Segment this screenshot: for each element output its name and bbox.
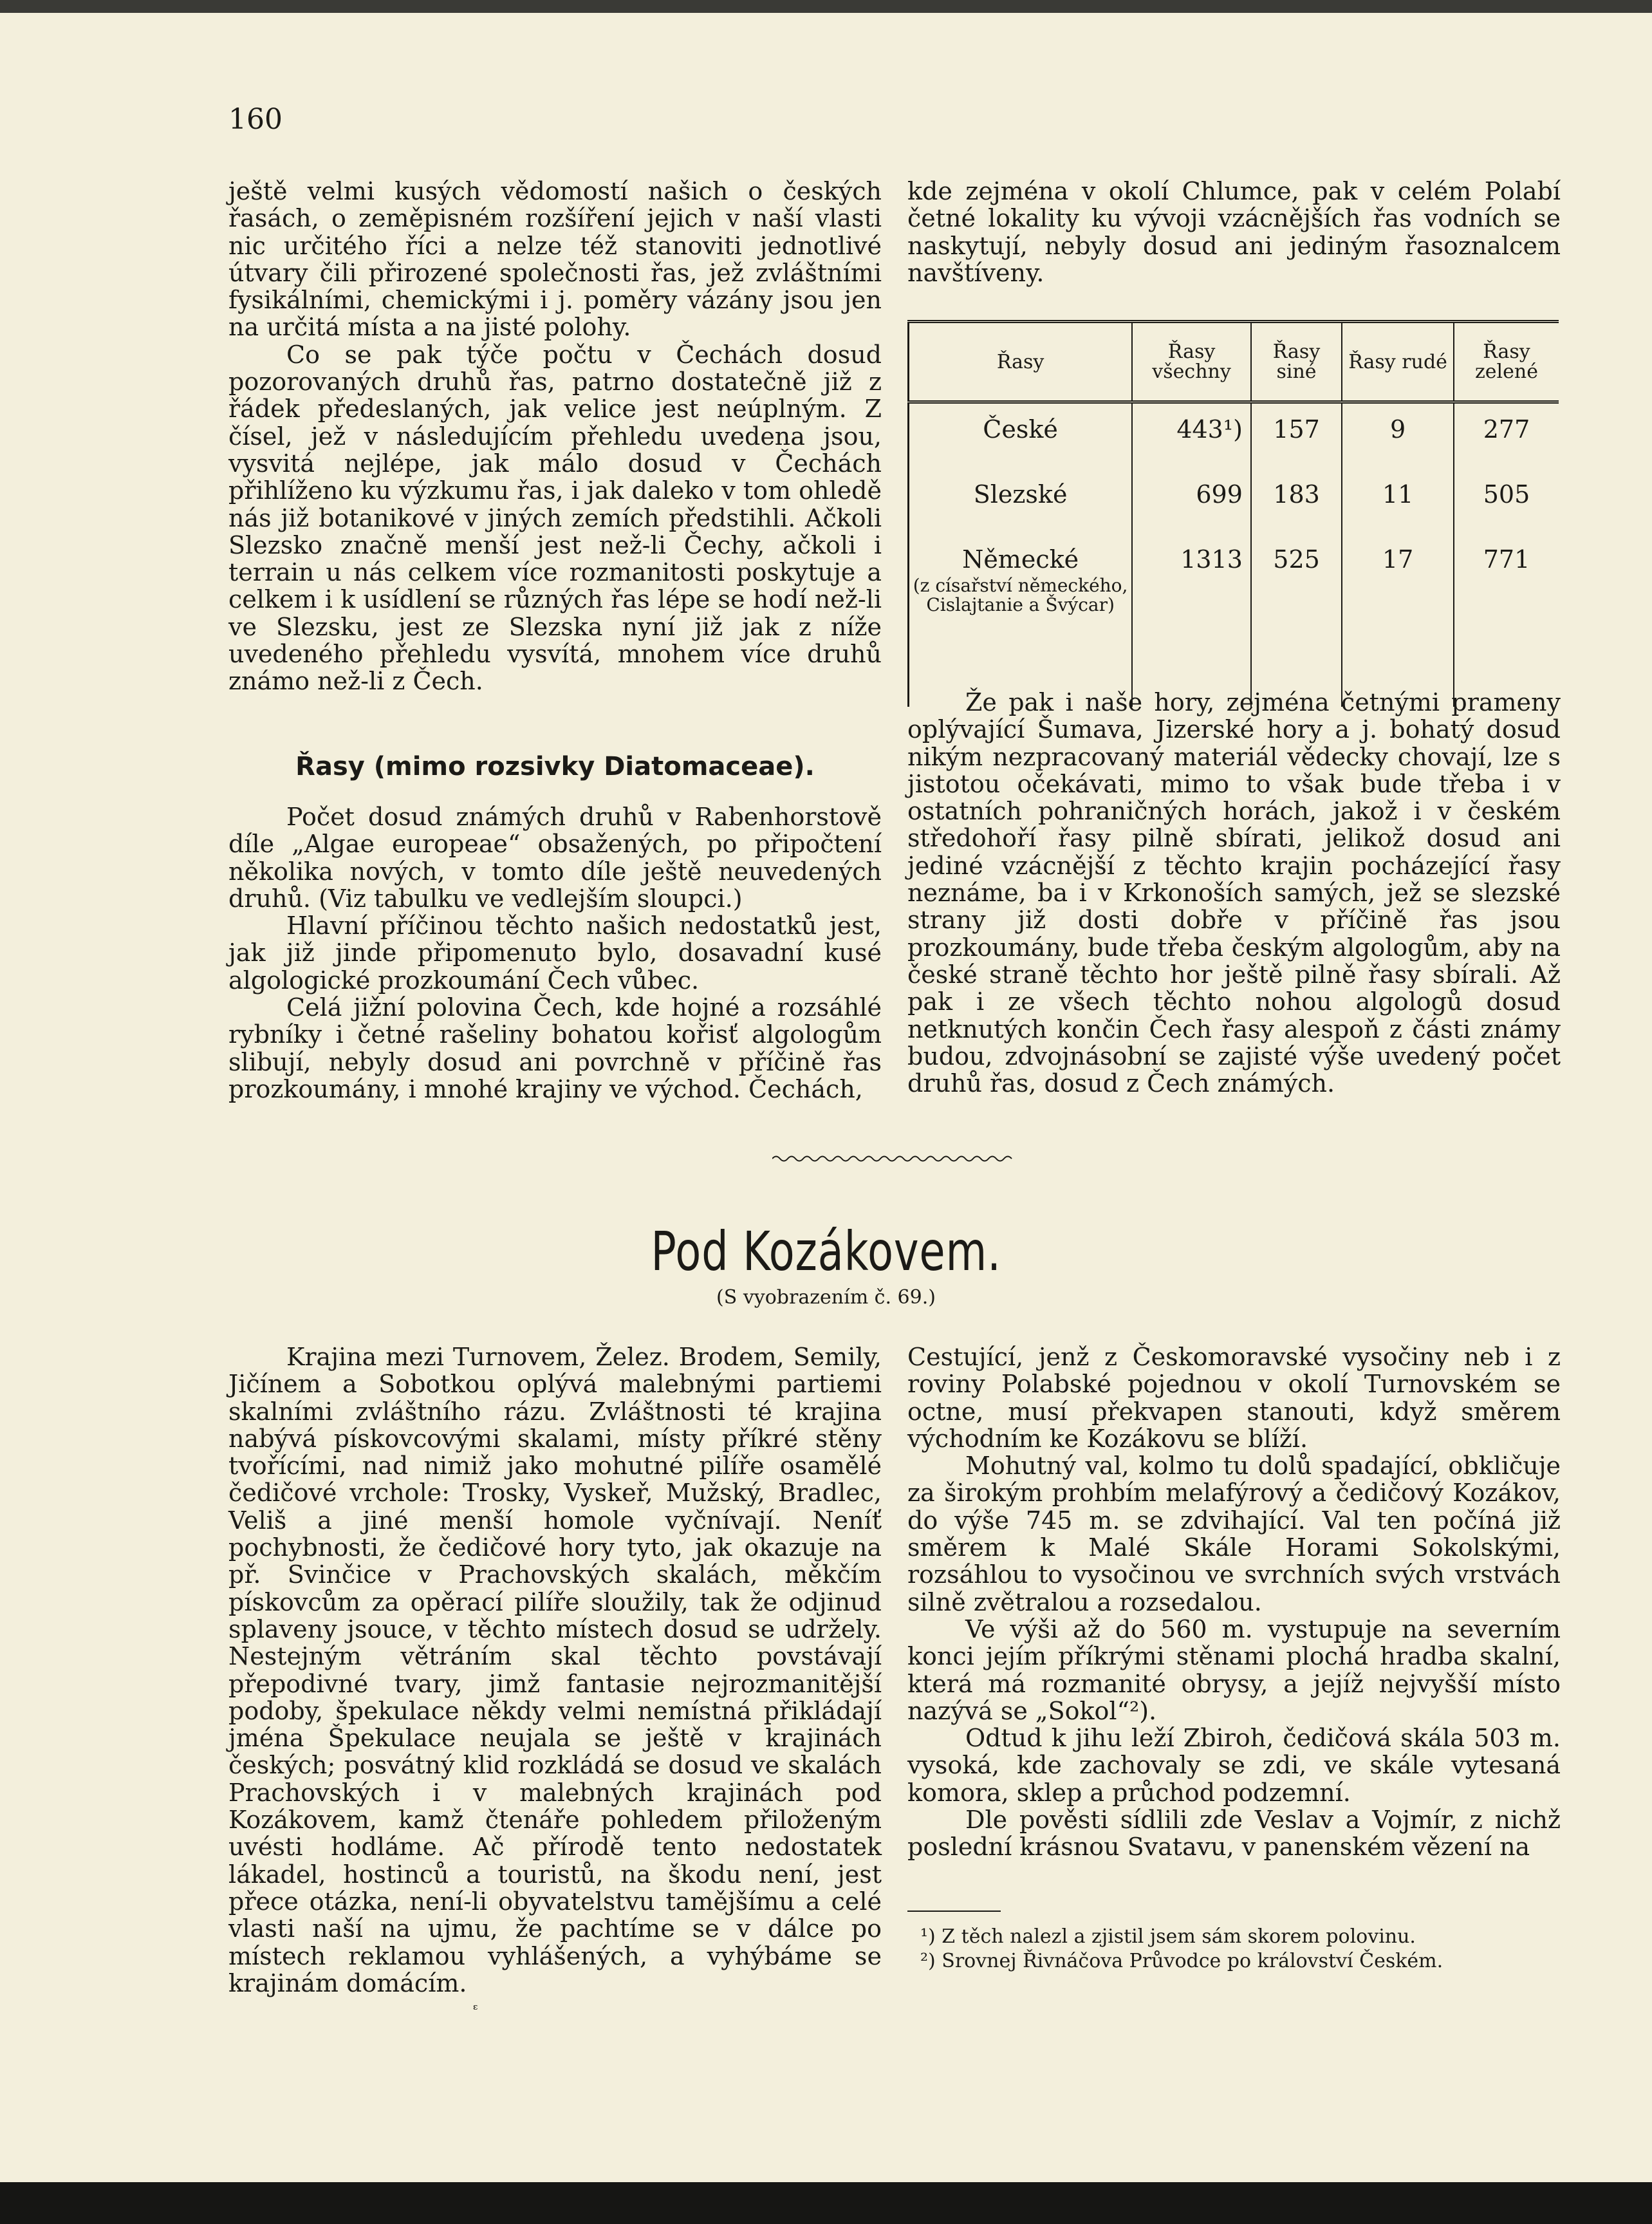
table-cell: 11 <box>1342 469 1454 534</box>
table-cell: 157 <box>1251 402 1342 469</box>
page-number: 160 <box>228 103 283 136</box>
table-cell: 525 <box>1251 534 1342 707</box>
table-header: Řasy všechny <box>1132 322 1251 402</box>
table-row <box>909 469 1559 534</box>
table-header: Řasy zelené <box>1454 322 1559 402</box>
article1-left-column <box>228 178 882 695</box>
footnote-separator <box>907 1911 1001 1912</box>
paragraph: Ve výši až do 560 m. vystupuje na severním konci jejím příkrými stěnami plochá hradba skalní, která má rozmanité obrysy, a jejíž nejvyšší místo nazývá se „Sokol“²). <box>907 1614 1561 1725</box>
table-cell: 443¹) <box>1132 402 1251 469</box>
paragraph: Odtud k jihu leží Zbiroh, čedičová skála 503 m. vysoká, kde zachovaly se zdi, ve skále vytesaná komora, sklep a průchod podzemní. <box>907 1724 1561 1807</box>
article1-left-column-continued <box>228 803 882 1103</box>
article1-right-column-continued <box>907 689 1561 1097</box>
paragraph: ještě velmi kusých vědomostí našich o českých řasách, o zeměpisném rozšíření jejich v naší vlasti nic určitého říci a nelze též stanoviti jednotlivé útvary čili přirozené společnosti řas, jež zvláštními fysikálními, chemickými i j. poměry vázány jsou jen na určitá místa a na jisté polohy. <box>228 177 882 342</box>
footnotes <box>920 1925 1564 1974</box>
table-cell: 1313 <box>1132 534 1251 707</box>
table-header: Řasy <box>909 322 1133 402</box>
paragraph: Dle pověsti sídlili zde Veslav a Vojmír, z nichž poslední krásnou Svatavu, v panenském vězení na <box>907 1806 1561 1862</box>
paragraph: Že pak i naše hory, zejména četnými prameny oplývající Šumava, Jizerské hory a j. bohatý dosud nikým nezpracovaný materiál vědecky chovají, lze s jistotou očekávati, mimo to však bude třeba i v ostatních pohraničných horách, jakož i v českém středohoří řasy pilně sbírati, jelikož dosud ani jediné vzácnější z těchto krajin pocházející řasy neznáme, ba i v Krkonoších samých, jež se slezské strany již dosti dobře v příčině řas jsou prozkoumány, bude třeba českým algologům, aby na české straně těchto hor ještě pilně řasy sbírali. Až pak i ze všech těchto nohou algologů dosud netknutých končin Čech řasy alespoň z části známy budou, zdvojnásobní se zajisté výše uvedený počet druhů řas, dosud z Čech známých. <box>907 688 1561 1098</box>
footnote: ¹) Z těch nalezl a zjistil jsem sám skorem polovinu. <box>920 1925 1416 1948</box>
table-header: Řasy rudé <box>1342 322 1454 402</box>
stray-mark: ᵋ <box>473 2001 479 2019</box>
table-cell: 17 <box>1342 534 1454 707</box>
article-title: Pod Kozákovem. <box>651 1220 1001 1283</box>
paragraph: Mohutný val, kolmo tu dolů spadající, obkličuje za širokým prohbím melafýrový a čedičový Kozákov, do výše 745 m. se zdvihající. Val ten počíná již směrem k Malé Skále Horami Sokolskými, rozsáhlou to vysočinou ve svrchních svých vrstvách silně zvětralou a rozsedalou. <box>907 1452 1561 1616</box>
table-row <box>909 402 1559 469</box>
table-cell: 699 <box>1132 469 1251 534</box>
scan-top-edge <box>0 0 1652 13</box>
section-heading: Řasy (mimo rozsivky Diatomaceae). <box>295 752 815 781</box>
paragraph: Celá jižní polovina Čech, kde hojné a rozsáhlé rybníky i četné rašeliny bohatou kořisť algologům slibují, nebyly dosud ani povrchně v příčině řas prozkoumány, i mnohé krajiny ve východ. Čechách, <box>228 993 882 1103</box>
article2-left-column <box>228 1343 882 1997</box>
scan-bottom-edge <box>0 2182 1652 2224</box>
table-cell: 9 <box>1342 402 1454 469</box>
article-subtitle: (S vyobrazením č. 69.) <box>716 1286 936 1309</box>
table-cell: 183 <box>1251 469 1342 534</box>
paragraph: kde zejména v okolí Chlumce, pak v celém Polabí četné lokality ku vývoji vzácnějších řas vodních se naskytují, nebyly dosud ani jediným řasoznalcem navštíveny. <box>907 177 1561 287</box>
paragraph: Počet dosud známých druhů v Rabenhorstově díle „Algae europeae“ obsažených, po připočtení několika nových, v tomto díle ještě neuvedených druhů. (Viz tabulku ve vedlejším sloupci.) <box>228 803 882 913</box>
row-note: (z císařství německého, Cislajtanie a Švýcar) <box>913 575 1128 615</box>
row-label: Německé <box>962 545 1079 574</box>
algae-count-table <box>907 320 1559 707</box>
wavy-divider-ornament <box>772 1152 1017 1165</box>
paragraph: Cestující, jenž z Českomoravské vysočiny neb i z roviny Polabské pojednou v okolí Turnovském se octne, musí překvapen stanouti, když směrem východním ke Kozákovu se blíží. <box>907 1343 1561 1453</box>
table-header-row <box>909 322 1559 402</box>
table-cell <box>909 534 1133 707</box>
table-row <box>909 534 1559 707</box>
paragraph: Hlavní příčinou těchto našich nedostatků jest, jak již jinde připomenuto bylo, dosavadní kusé algologické prozkoumání Čech vůbec. <box>228 911 882 995</box>
table-header: Řasy siné <box>1251 322 1342 402</box>
article2-right-column <box>907 1343 1561 1861</box>
footnote: ²) Srovnej Řivnáčova Průvodce po království Českém. <box>920 1950 1443 1972</box>
table-cell: 771 <box>1454 534 1559 707</box>
table-cell: Slezské <box>909 469 1133 534</box>
table-cell: České <box>909 402 1133 469</box>
paragraph: Krajina mezi Turnovem, Želez. Brodem, Semily, Jičínem a Sobotkou oplývá malebnými partiemi skalními zvláštního rázu. Zvláštnosti té krajina nabývá pískovcovými skalami, místy příkré stěny tvořícími, nad nimiž jako mohutné pilíře osamělé čedičové vrchole: Trosky, Vyskeř, Mužský, Bradlec, Veliš a jiné menší homole vyčnívají. Neníť pochybnosti, že čedičové hory tyto, jak okazuje na př. Svinčice v Prachovských skalách, měkčím pískovcům za opěrací pilíře sloužily, tak že odjinud splaveny jsouce, v těchto místech dosud se udržely. Nestejným větráním skal těchto povstávají přepodivné tvary, jimž fantasie nejrozmanitější podoby, špekulace někdy velmi nemístná přikládají jména Špekulace neujala se ještě v krajinách českých; posvátný klid rozkládá se dosud ve skalách Prachovských i v malebných krajinách pod Kozákovem, kamž čtenáře pohledem přiloženým uvésti hodláme. Ač přírodě tento nedostatek lákadel, hostinců a touristů, na škodu není, jest přece otázka, není-li obyvatelstvu tamějšímu a celé vlasti naší na ujmu, že pachtíme se v dálce po místech reklamou vyhlášených, a vyhýbáme se krajinám domácím. <box>228 1343 882 1997</box>
table-cell: 505 <box>1454 469 1559 534</box>
article1-right-column-intro <box>907 178 1561 286</box>
table-cell: 277 <box>1454 402 1559 469</box>
paragraph: Co se pak týče počtu v Čechách dosud pozorovaných druhů řas, patrno dostatečně již z řádek předeslaných, jak velice jest neúplným. Z čísel, jež v následujícím přehledu uvedena jsou, vysvitá nejlépe, jak málo dosud v Čechách přihlíženo ku výzkumu řas, i jak daleko v tom ohledě nás již botanikové v jiných zemích předstihli. Ačkoli Slezsko značně menší jest než-li Čechy, ačkoli i terrain u nás celkem více rozmanitosti poskytuje a celkem i k usídlení se různých řas lépe se hodí než-li ve Slezsku, jest ze Slezska nyní již jak z níže uvedeného přehledu vysvítá, mnohem více druhů známo než-li z Čech. <box>228 340 882 696</box>
